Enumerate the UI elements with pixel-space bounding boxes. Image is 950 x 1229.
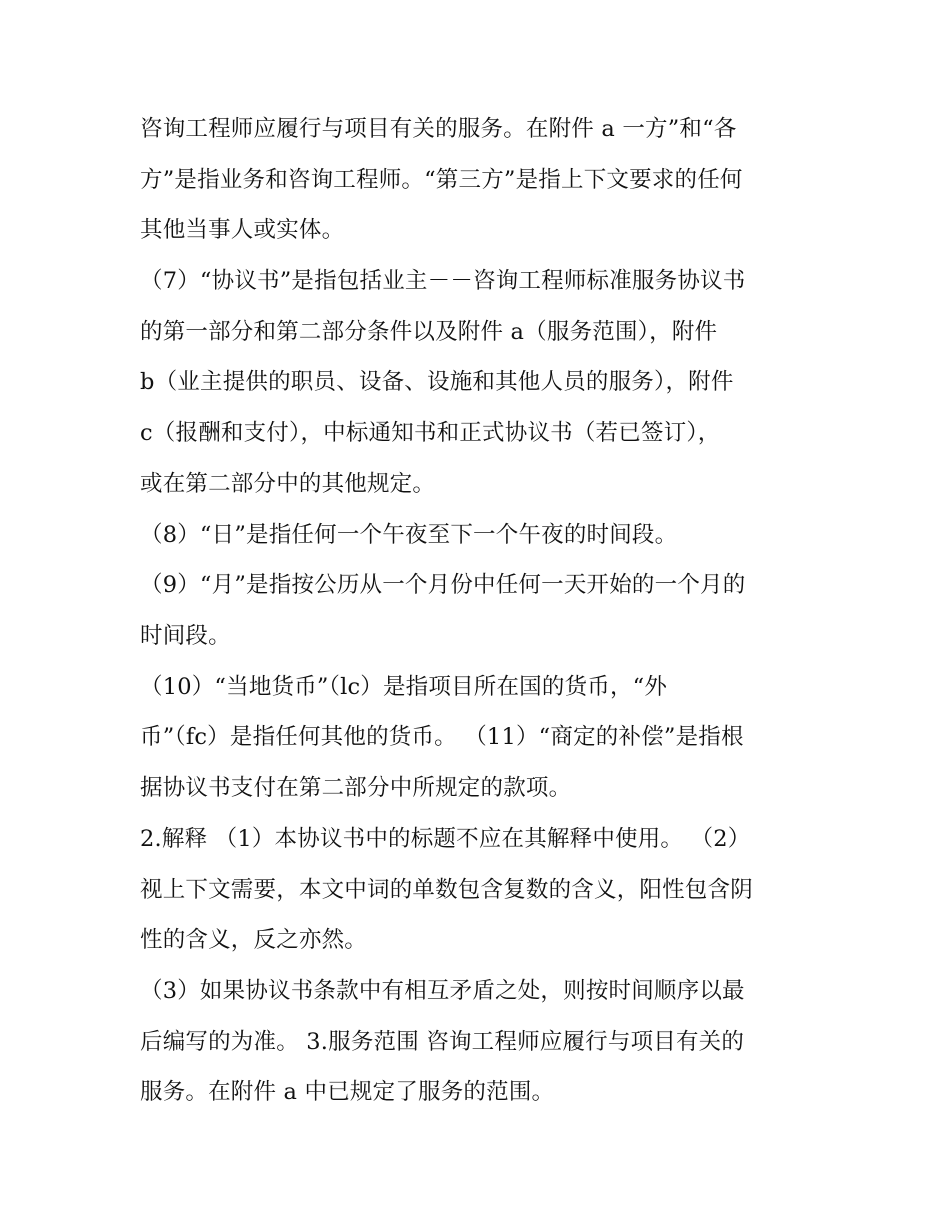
- text-line: （8）“日”是指任何一个午夜至下一个午夜的时间段。: [140, 522, 678, 548]
- text-line: 2.解释 （1）本协议书中的标题不应在其解释中使用。 （2）: [140, 826, 751, 852]
- text-line: b（业主提供的职员、设备、设施和其他人员的服务），附件: [140, 369, 734, 395]
- text-line: 服务。在附件 a 中已规定了服务的范围。: [140, 1079, 555, 1105]
- text-line: 后编写的为准。 3.服务范围 咨询工程师应履行与项目有关的: [140, 1029, 745, 1055]
- text-line: （9）“月”是指按公历从一个月份中任何一天开始的一个月的: [140, 572, 746, 598]
- text-line: c（报酬和支付），中标通知书和正式协议书（若已签订），: [140, 420, 721, 446]
- text-line: 据协议书支付在第二部分中所规定的款项。: [140, 775, 572, 801]
- text-line: 性的含义，反之亦然。: [140, 927, 368, 953]
- text-line: 的第一部分和第二部分条件以及附件 a（服务范围），附件: [140, 319, 718, 345]
- text-line: 其他当事人或实体。: [140, 217, 345, 243]
- text-line: 咨询工程师应履行与项目有关的服务。在附件 a 一方”和“各: [140, 116, 737, 142]
- text-line: 方”是指业务和咨询工程师。“第三方”是指上下文要求的任何: [140, 167, 743, 193]
- text-line: 或在第二部分中的其他规定。: [140, 471, 436, 497]
- text-line: （10）“当地货币”（lc）是指项目所在国的货币，“外: [140, 674, 668, 700]
- text-line: （3）如果协议书条款中有相互矛盾之处，则按时间顺序以最: [140, 978, 745, 1004]
- text-line: 视上下文需要，本文中词的单数包含复数的含义，阳性包含阴: [140, 877, 753, 903]
- text-line: （7）“协议书”是指包括业主－－咨询工程师标准服务协议书: [140, 268, 746, 294]
- text-line: 时间段。: [140, 623, 231, 649]
- text-line: 币”（fc）是指任何其他的货币。 （11）“商定的补偿”是指根: [140, 724, 744, 750]
